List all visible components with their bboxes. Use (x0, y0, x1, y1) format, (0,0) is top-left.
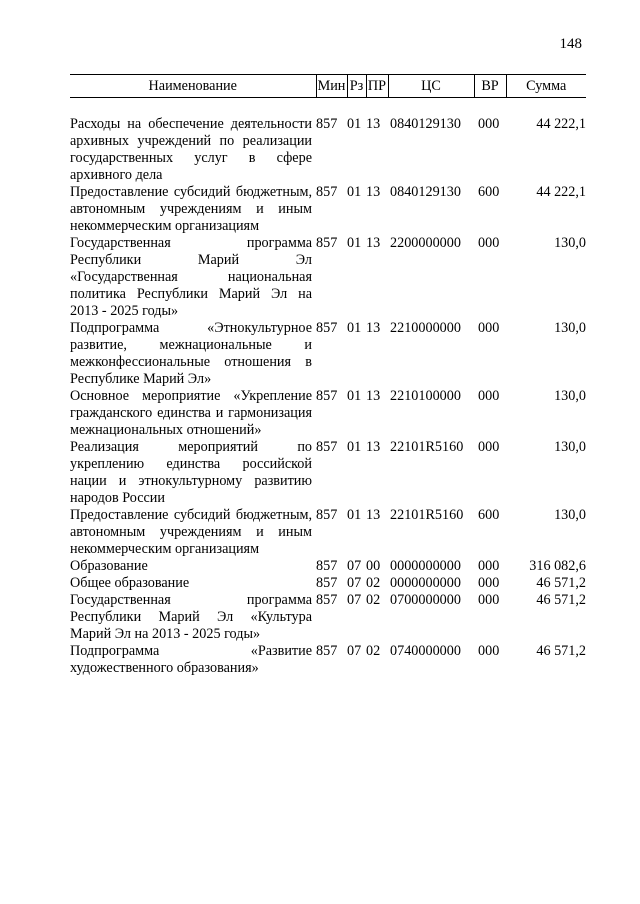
table-row (70, 320, 586, 388)
cell-vr: 000 (478, 320, 500, 336)
cell-cs: 0740000000 (390, 643, 461, 659)
cell-sum: 46 571,2 (536, 643, 586, 659)
header-spacer (70, 98, 586, 117)
cell-min: 857 (316, 235, 338, 251)
cell-min: 857 (316, 507, 338, 523)
cell-pr: 13 (366, 507, 381, 523)
cell-name: Общее образование (70, 575, 190, 591)
cell-vr: 600 (478, 507, 500, 523)
cell-name: Предоставление субсидий бюджетным, автономным учреждениям и иным некоммерческим организациям (70, 507, 312, 557)
table-row (70, 184, 586, 235)
table-row (70, 558, 586, 575)
cell-rz: 07 (347, 575, 362, 591)
cell-pr: 13 (366, 439, 381, 455)
cell-cs: 22101R5160 (390, 507, 464, 523)
cell-min: 857 (316, 388, 338, 404)
cell-name: Основное мероприятие «Укрепление гражданского единства и гармонизация межнациональных отношений» (70, 388, 312, 438)
cell-rz: 01 (347, 507, 362, 523)
cell-cs: 0840129130 (390, 184, 461, 200)
header-pr: ПР (366, 75, 388, 98)
cell-pr: 02 (366, 592, 381, 608)
cell-min: 857 (316, 592, 338, 608)
cell-pr: 13 (366, 388, 381, 404)
cell-name: Предоставление субсидий бюджетным, автономным учреждениям и иным некоммерческим организациям (70, 184, 312, 234)
header-rz: Рз (347, 75, 366, 98)
cell-cs: 2210100000 (390, 388, 461, 404)
cell-min: 857 (316, 184, 338, 200)
cell-name: Расходы на обеспечение деятельности архивных учреждений по реализации государственных услуг в сфере архивного дела (70, 116, 312, 183)
header-row (70, 75, 586, 98)
cell-cs: 0000000000 (390, 558, 461, 574)
cell-vr: 000 (478, 558, 500, 574)
cell-min: 857 (316, 116, 338, 132)
cell-rz: 01 (347, 388, 362, 404)
header-sum: Сумма (506, 75, 586, 98)
cell-pr: 13 (366, 235, 381, 251)
cell-rz: 07 (347, 643, 362, 659)
cell-name: Подпрограмма «Этнокультурное развитие, межнациональные и межконфессиональные отношения в Республике Марий Эл» (70, 320, 312, 387)
cell-pr: 13 (366, 184, 381, 200)
cell-vr: 000 (478, 116, 500, 132)
cell-cs: 22101R5160 (390, 439, 464, 455)
header-name: Наименование (70, 75, 316, 98)
cell-cs: 2200000000 (390, 235, 461, 251)
cell-cs: 0700000000 (390, 592, 461, 608)
header-vr: ВР (474, 75, 506, 98)
cell-rz: 01 (347, 235, 362, 251)
table-row (70, 507, 586, 558)
cell-vr: 000 (478, 235, 500, 251)
cell-sum: 44 222,1 (536, 184, 586, 200)
cell-pr: 02 (366, 575, 381, 591)
cell-name: Реализация мероприятий по укреплению единства российской нации и этнокультурному развитию народов России (70, 439, 312, 506)
header-min: Мин (316, 75, 347, 98)
cell-sum: 130,0 (554, 439, 586, 455)
budget-table (70, 74, 586, 677)
cell-vr: 000 (478, 439, 500, 455)
cell-sum: 44 222,1 (536, 116, 586, 132)
cell-rz: 07 (347, 558, 362, 574)
cell-vr: 000 (478, 592, 500, 608)
table-row (70, 643, 586, 677)
table-row (70, 388, 586, 439)
cell-rz: 01 (347, 116, 362, 132)
cell-rz: 01 (347, 184, 362, 200)
table-row (70, 116, 586, 184)
cell-sum: 46 571,2 (536, 575, 586, 591)
cell-cs: 0000000000 (390, 575, 461, 591)
cell-vr: 600 (478, 184, 500, 200)
table-row (70, 235, 586, 320)
cell-sum: 316 082,6 (529, 558, 586, 574)
cell-cs: 2210000000 (390, 320, 461, 336)
cell-sum: 46 571,2 (536, 592, 586, 608)
cell-name: Государственная программа Республики Марий Эл «Государственная национальная политика Республики Марий Эл на 2013 - 2025 годы» (70, 235, 312, 319)
page-number: 148 (559, 36, 582, 52)
cell-pr: 13 (366, 320, 381, 336)
cell-rz: 01 (347, 439, 362, 455)
cell-rz: 07 (347, 592, 362, 608)
cell-sum: 130,0 (554, 507, 586, 523)
header-cs: ЦС (388, 75, 474, 98)
cell-name: Государственная программа Республики Марий Эл «Культура Марий Эл на 2013 - 2025 годы» (70, 592, 312, 642)
cell-vr: 000 (478, 388, 500, 404)
cell-vr: 000 (478, 575, 500, 591)
cell-name: Подпрограмма «Развитие художественного образования» (70, 643, 312, 676)
cell-vr: 000 (478, 643, 500, 659)
cell-sum: 130,0 (554, 388, 586, 404)
cell-min: 857 (316, 439, 338, 455)
cell-pr: 13 (366, 116, 381, 132)
cell-pr: 02 (366, 643, 381, 659)
cell-min: 857 (316, 558, 338, 574)
cell-min: 857 (316, 643, 338, 659)
cell-cs: 0840129130 (390, 116, 461, 132)
cell-name: Образование (70, 558, 148, 574)
cell-sum: 130,0 (554, 235, 586, 251)
cell-min: 857 (316, 320, 338, 336)
table-row (70, 575, 586, 592)
cell-sum: 130,0 (554, 320, 586, 336)
cell-pr: 00 (366, 558, 381, 574)
table-row (70, 439, 586, 507)
cell-rz: 01 (347, 320, 362, 336)
table-row (70, 592, 586, 643)
cell-min: 857 (316, 575, 338, 591)
